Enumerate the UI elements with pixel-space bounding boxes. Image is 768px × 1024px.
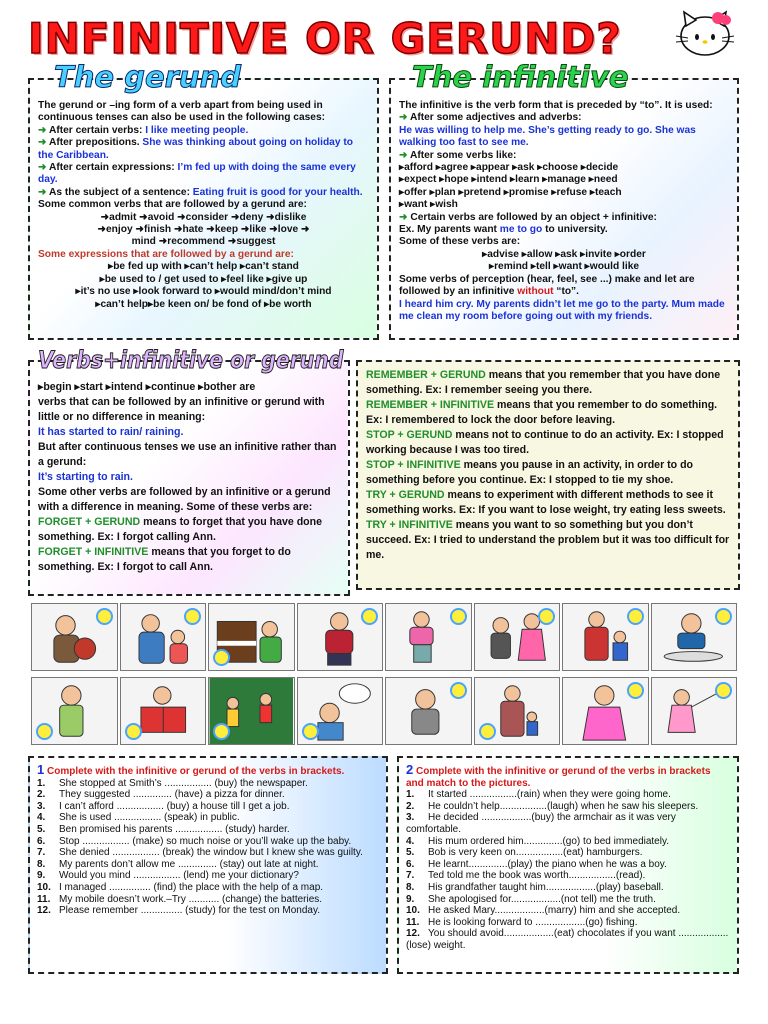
picture-man-on-phone[interactable] bbox=[385, 603, 472, 671]
exercise-item[interactable]: 4. His mum ordered him..............(go) to bed immediately. bbox=[406, 835, 670, 847]
answer-circle[interactable] bbox=[450, 682, 467, 699]
gerund-intro: The gerund or –ing form of a verb apart from being used in continuous tenses can also be used in the following cases: bbox=[38, 100, 326, 124]
gerund-case: ➜ After certain verbs: I like meeting people. bbox=[38, 124, 249, 136]
exercise-1 bbox=[28, 756, 388, 974]
exercise-item[interactable]: 3. I can’t afford ................. (buy) a house till I get a job. bbox=[37, 800, 290, 812]
hello-kitty-image bbox=[672, 6, 738, 64]
exercise-item[interactable]: 10. He asked Mary..................(marry) him and she accepted. bbox=[406, 905, 681, 917]
arrow-icon: ➜ bbox=[38, 162, 49, 174]
infinitive-verbs-line: ▸afford ▸agree ▸appear ▸ask ▸choose ▸decide bbox=[399, 162, 619, 174]
picture-man-eating[interactable] bbox=[651, 603, 738, 671]
both-heading: Verbs+infinitive or gerund bbox=[38, 346, 344, 374]
exercise-item[interactable]: 7. She denied ................. (break) the window but I knew she was guilty. bbox=[37, 847, 363, 859]
exercise-item[interactable]: 8. My parents don’t allow me .............. (stay) out late at night. bbox=[37, 858, 319, 870]
exercise-item[interactable]: 11. My mobile doesn’t work.–Try ........... (change) the batteries. bbox=[37, 893, 323, 905]
exercise-item[interactable]: 7. Ted told me the book was worth.................(read). bbox=[406, 870, 646, 882]
page-title: INFINITIVE OR GERUND? bbox=[28, 14, 622, 63]
answer-circle[interactable] bbox=[213, 649, 230, 666]
infinitive-case: After some adjectives and adverbs: bbox=[410, 112, 582, 124]
picture-tired-man[interactable] bbox=[385, 677, 472, 745]
difference-rule: TRY + INFINITIVE means you want to so something but you don’t succeed. Ex: I tried to understand the problem but it was too difficult for me. bbox=[366, 519, 730, 561]
picture-woman-eating[interactable] bbox=[562, 677, 649, 745]
exercise-item[interactable]: 10. I managed ............... (find) the place with the help of a map. bbox=[37, 881, 324, 893]
answer-circle[interactable] bbox=[450, 608, 467, 625]
picture-surprised-man[interactable] bbox=[31, 677, 118, 745]
exercise-item[interactable]: 9. She apologised for..................(not tell) me the truth. bbox=[406, 893, 656, 905]
answer-circle[interactable] bbox=[627, 608, 644, 625]
infinitive-case: After some verbs like: bbox=[410, 149, 517, 161]
answer-circle[interactable] bbox=[479, 723, 496, 740]
arrow-icon: ➜ bbox=[38, 137, 49, 149]
exercise-item[interactable]: 1. It started .................(rain) when they were going home. bbox=[406, 789, 671, 801]
arrow-icon: ➜ bbox=[38, 124, 49, 136]
both-box bbox=[28, 360, 350, 596]
difference-rule: STOP + INFINITIVE means you pause in an activity, in order to do something before you continue. Ex: I stopped to tie my shoe. bbox=[366, 459, 694, 486]
gerund-verbs-line: mind ➜recommend ➜suggest bbox=[131, 236, 276, 248]
difference-rule: REMEMBER + GERUND means that you remember that you have done something. Ex: I remember seeing you there. bbox=[366, 369, 721, 396]
answer-circle[interactable] bbox=[361, 608, 378, 625]
gerund-box bbox=[28, 78, 379, 340]
exercise-item[interactable]: 12. Please remember ............... (study) for the test on Monday. bbox=[37, 905, 321, 917]
both-text: verbs that can be followed by an infinitive or gerund with little or no difference in meaning: bbox=[38, 396, 325, 423]
picture-man-thinking[interactable] bbox=[297, 677, 384, 745]
infinitive-case: Certain verbs are followed by an object + infinitive: bbox=[410, 211, 657, 223]
answer-circle[interactable] bbox=[125, 723, 142, 740]
picture-kids-playing[interactable] bbox=[208, 677, 295, 745]
difference-rule: STOP + GERUND means not to continue to do an activity. Ex: I stopped working because I was too tired. bbox=[366, 429, 724, 456]
infinitive-heading: The infinitive bbox=[412, 60, 629, 94]
forget-gerund-rule: FORGET + GERUND means to forget that you have done something. Ex: I forgot calling Ann. bbox=[38, 516, 323, 543]
gerund-verbs-intro: Some common verbs that are followed by a gerund are: bbox=[38, 199, 307, 211]
answer-circle[interactable] bbox=[715, 682, 732, 699]
answer-circle[interactable] bbox=[36, 723, 53, 740]
answer-circle[interactable] bbox=[715, 608, 732, 625]
exercise-item[interactable]: 4. She is used ................. (speak) in public. bbox=[37, 812, 240, 824]
gerund-case: ➜ As the subject of a sentence: Eating fruit is good for your health. bbox=[38, 186, 363, 198]
picture-boy-with-clock[interactable] bbox=[31, 603, 118, 671]
infinitive-these-verbs: Some of these verbs are: bbox=[399, 236, 521, 248]
pictures-row-1 bbox=[31, 603, 737, 671]
forget-infinitive-rule: FORGET + INFINITIVE means that you forget to do something. Ex: I forgot to call Ann. bbox=[38, 546, 291, 573]
exercise-item[interactable]: 5. Bob is very keen on.................(eat) hamburgers. bbox=[406, 847, 643, 859]
differences-box bbox=[356, 360, 740, 590]
both-text: But after continuous tenses we use an infinitive rather than a gerund: bbox=[38, 441, 337, 468]
picture-boy-reading[interactable] bbox=[120, 677, 207, 745]
picture-man-with-boy[interactable] bbox=[562, 603, 649, 671]
exercise-item[interactable]: 9. Would you mind ................. (lend) me your dictionary? bbox=[37, 870, 299, 882]
exercise-1-instruction: 1 Complete with the infinitive or gerund of the verbs in brackets. bbox=[37, 762, 345, 777]
exercise-item[interactable]: 11. He is looking forward to ..................(go) fishing. bbox=[406, 916, 638, 928]
infinitive-obj-line: ▸advise ▸allow ▸ask ▸invite ▸order bbox=[482, 248, 646, 260]
exercise-item[interactable]: 6. He learnt..............(play) the piano when he was a boy. bbox=[406, 858, 667, 870]
both-text: Some other verbs are followed by an infinitive or a gerund with a difference in meaning. Some of these verbs are: bbox=[38, 486, 331, 513]
arrow-icon: ➜ bbox=[38, 186, 49, 198]
infinitive-object-example: Ex. My parents want me to go to university. bbox=[399, 224, 608, 236]
answer-circle[interactable] bbox=[96, 608, 113, 625]
exercise-item[interactable]: 2. He couldn’t help.................(laugh) when he saw his sleepers. bbox=[406, 800, 699, 812]
gerund-expr-line: ▸be used to / get used to ▸feel like ▸give up bbox=[99, 273, 308, 285]
exercise-item[interactable]: 1. She stopped at Smith’s ................. (buy) the newspaper. bbox=[37, 777, 308, 789]
picture-worried-man[interactable] bbox=[297, 603, 384, 671]
answer-circle[interactable] bbox=[184, 608, 201, 625]
infinitive-example: He was willing to help me. She’s getting ready to go. She was walking too fast to see me. bbox=[399, 124, 696, 149]
picture-girl-fishing[interactable] bbox=[651, 677, 738, 745]
answer-circle[interactable] bbox=[302, 723, 319, 740]
exercise-item[interactable]: 8. His grandfather taught him..................(play) baseball. bbox=[406, 881, 664, 893]
exercise-item[interactable]: 2. They suggested .............. (have) a pizza for dinner. bbox=[37, 789, 285, 801]
pictures-row-2 bbox=[31, 677, 737, 745]
difference-rule: TRY + GERUND means to experiment with different methods to see it something works. Ex: If you want to lose weight, try eating less sweets. bbox=[366, 489, 726, 516]
gerund-expr-line: ▸it’s no use ▸look forward to ▸would mind/don’t mind bbox=[75, 286, 332, 298]
exercise-2-instruction: 2 Complete with the infinitive or gerund of the verbs in brackets and match to the pictures. bbox=[406, 762, 711, 789]
gerund-case: ➜ After prepositions. She was thinking about going on holiday to the Caribbean. bbox=[38, 137, 353, 161]
gerund-verbs-line: ➜admit ➜avoid ➜consider ➜deny ➜dislike bbox=[100, 211, 307, 223]
gerund-verbs-line: ➜enjoy ➜finish ➜hate ➜keep ➜like ➜love ➜ bbox=[97, 224, 310, 236]
gerund-expressions-intro: Some expressions that are followed by a gerund are: bbox=[38, 248, 294, 260]
infinitive-perception-example: I heard him cry. My parents didn’t let me go to the party. Mum made me clean my room before going out with my friends. bbox=[399, 298, 725, 322]
gerund-expr-line: ▸be fed up with ▸can’t help ▸can’t stand bbox=[108, 261, 299, 273]
exercise-2 bbox=[397, 756, 739, 974]
both-example: It has started to rain/ raining. bbox=[38, 426, 184, 438]
infinitive-verbs-line: ▸offer ▸plan ▸pretend ▸promise ▸refuse ▸teach bbox=[399, 186, 622, 198]
arrow-icon: ➜ bbox=[399, 211, 411, 223]
exercise-item[interactable]: 3. He decided ..................(buy) the armchair as it was very comfortable. bbox=[406, 812, 676, 835]
both-verbs: ▸begin ▸start ▸intend ▸continue ▸bother are bbox=[38, 381, 256, 393]
gerund-heading: The gerund bbox=[54, 60, 241, 94]
infinitive-intro: The infinitive is the verb form that is preceded by “to”. It is used: bbox=[399, 100, 713, 111]
infinitive-perception: Some verbs of perception (hear, feel, see ...) make and let are followed by an infinitive without “to”. bbox=[399, 273, 695, 298]
both-example: It’s starting to rain. bbox=[38, 471, 133, 483]
infinitive-box bbox=[389, 78, 739, 340]
arrow-icon: ➜ bbox=[399, 112, 410, 124]
answer-circle[interactable] bbox=[213, 723, 230, 740]
gerund-case: ➜ After certain expressions: I’m fed up with doing the same every day. bbox=[38, 162, 356, 186]
gerund-expr-line: ▸can’t help▸be keen on/ be fond of ▸be worth bbox=[95, 298, 312, 310]
infinitive-verbs-line: ▸expect ▸hope ▸intend ▸learn ▸manage ▸need bbox=[399, 174, 618, 186]
answer-circle[interactable] bbox=[538, 608, 555, 625]
difference-rule: REMEMBER + INFINITIVE means that you remember to do something. Ex: I remembered to lock the door before leaving. bbox=[366, 399, 718, 426]
picture-man-with-girl[interactable] bbox=[120, 603, 207, 671]
exercise-item[interactable]: 6. Stop ................. (make) so much noise or you’ll wake up the baby. bbox=[37, 835, 352, 847]
infinitive-verbs-line: ▸want ▸wish bbox=[399, 199, 458, 211]
arrow-icon: ➜ bbox=[399, 149, 410, 161]
picture-man-and-child[interactable] bbox=[474, 677, 561, 745]
answer-circle[interactable] bbox=[627, 682, 644, 699]
exercise-item[interactable]: 12. You should avoid..................(eat) chocolates if you want ..................(lose) weight. bbox=[406, 928, 729, 951]
picture-couple-flowers[interactable] bbox=[474, 603, 561, 671]
exercise-item[interactable]: 5. Ben promised his parents ................. (study) harder. bbox=[37, 823, 290, 835]
infinitive-obj-line: ▸remind ▸tell ▸want ▸would like bbox=[488, 261, 640, 273]
picture-man-at-piano[interactable] bbox=[208, 603, 295, 671]
